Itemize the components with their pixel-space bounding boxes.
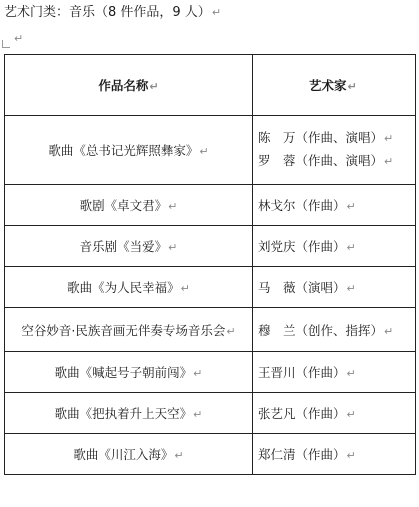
work-cell: 歌剧《卓文君》↵ xyxy=(5,185,253,226)
table-row xyxy=(5,393,416,434)
cell-mark-icon: ↵ xyxy=(174,449,184,462)
work-cell: 歌曲《为人民幸福》↵ xyxy=(5,267,253,308)
artist-cell: 郑仁清（作曲）↵ xyxy=(253,434,416,475)
work-cell: 歌曲《喊起号子朝前闯》↵ xyxy=(5,352,253,393)
artist-cell: 刘党庆（作曲）↵ xyxy=(253,226,416,267)
table-row xyxy=(5,185,416,226)
category-heading xyxy=(4,5,221,21)
cell-mark-icon: ↵ xyxy=(199,145,209,158)
cell-mark-icon: ↵ xyxy=(193,408,203,421)
table-anchor-icon xyxy=(2,40,10,48)
artist-cell: 陈 万（作曲、演唱）↵ 罗 蓉（作曲、演唱）↵ xyxy=(253,116,416,185)
work-cell: 歌曲《总书记光辉照彝家》↵ xyxy=(5,116,253,185)
table-row xyxy=(5,226,416,267)
artist-cell: 马 薇（演唱）↵ xyxy=(253,267,416,308)
table-row xyxy=(5,116,416,185)
work-cell: 歌曲《把执着升上天空》↵ xyxy=(5,393,253,434)
table-row xyxy=(5,308,416,352)
artist-cell: 林戈尔（作曲）↵ xyxy=(253,185,416,226)
table-row xyxy=(5,267,416,308)
cell-mark-icon: ↵ xyxy=(346,367,356,380)
paragraph-mark-icon: ↵ xyxy=(211,6,222,19)
work-cell: 歌曲《川江入海》↵ xyxy=(5,434,253,475)
category-heading-text: 艺术门类：音乐（8 件作品，9 人） xyxy=(4,5,211,20)
works-table xyxy=(4,54,416,475)
cell-mark-icon: ↵ xyxy=(226,324,236,338)
work-cell: 音乐剧《当爱》↵ xyxy=(5,226,253,267)
cell-mark-icon: ↵ xyxy=(346,241,356,254)
artist-cell: 王晋川（作曲）↵ xyxy=(253,352,416,393)
cell-mark-icon: ↵ xyxy=(180,282,190,295)
cell-mark-icon: ↵ xyxy=(346,449,356,462)
cell-mark-icon: ↵ xyxy=(149,80,159,93)
cell-mark-icon: ↵ xyxy=(384,132,394,145)
work-cell: 空谷妙音·民族音画无伴奏专场音乐会↵ xyxy=(5,308,253,352)
table-row xyxy=(5,434,416,475)
cell-mark-icon: ↵ xyxy=(384,324,394,338)
table-header-row xyxy=(5,55,416,116)
cell-mark-icon: ↵ xyxy=(384,155,394,168)
artist-cell: 张艺凡（作曲）↵ xyxy=(253,393,416,434)
table-row xyxy=(5,352,416,393)
paragraph-mark-icon: ↵ xyxy=(14,32,24,45)
cell-mark-icon: ↵ xyxy=(168,241,178,254)
cell-mark-icon: ↵ xyxy=(193,367,203,380)
column-header-work: 作品名称↵ xyxy=(5,55,253,116)
cell-mark-icon: ↵ xyxy=(347,80,357,93)
cell-mark-icon: ↵ xyxy=(346,200,356,213)
cell-mark-icon: ↵ xyxy=(346,282,356,295)
cell-mark-icon: ↵ xyxy=(346,408,356,421)
column-header-artist: 艺术家↵ xyxy=(253,55,416,116)
artist-cell: 穆 兰（创作、指挥）↵ xyxy=(253,308,416,352)
cell-mark-icon: ↵ xyxy=(168,200,178,213)
